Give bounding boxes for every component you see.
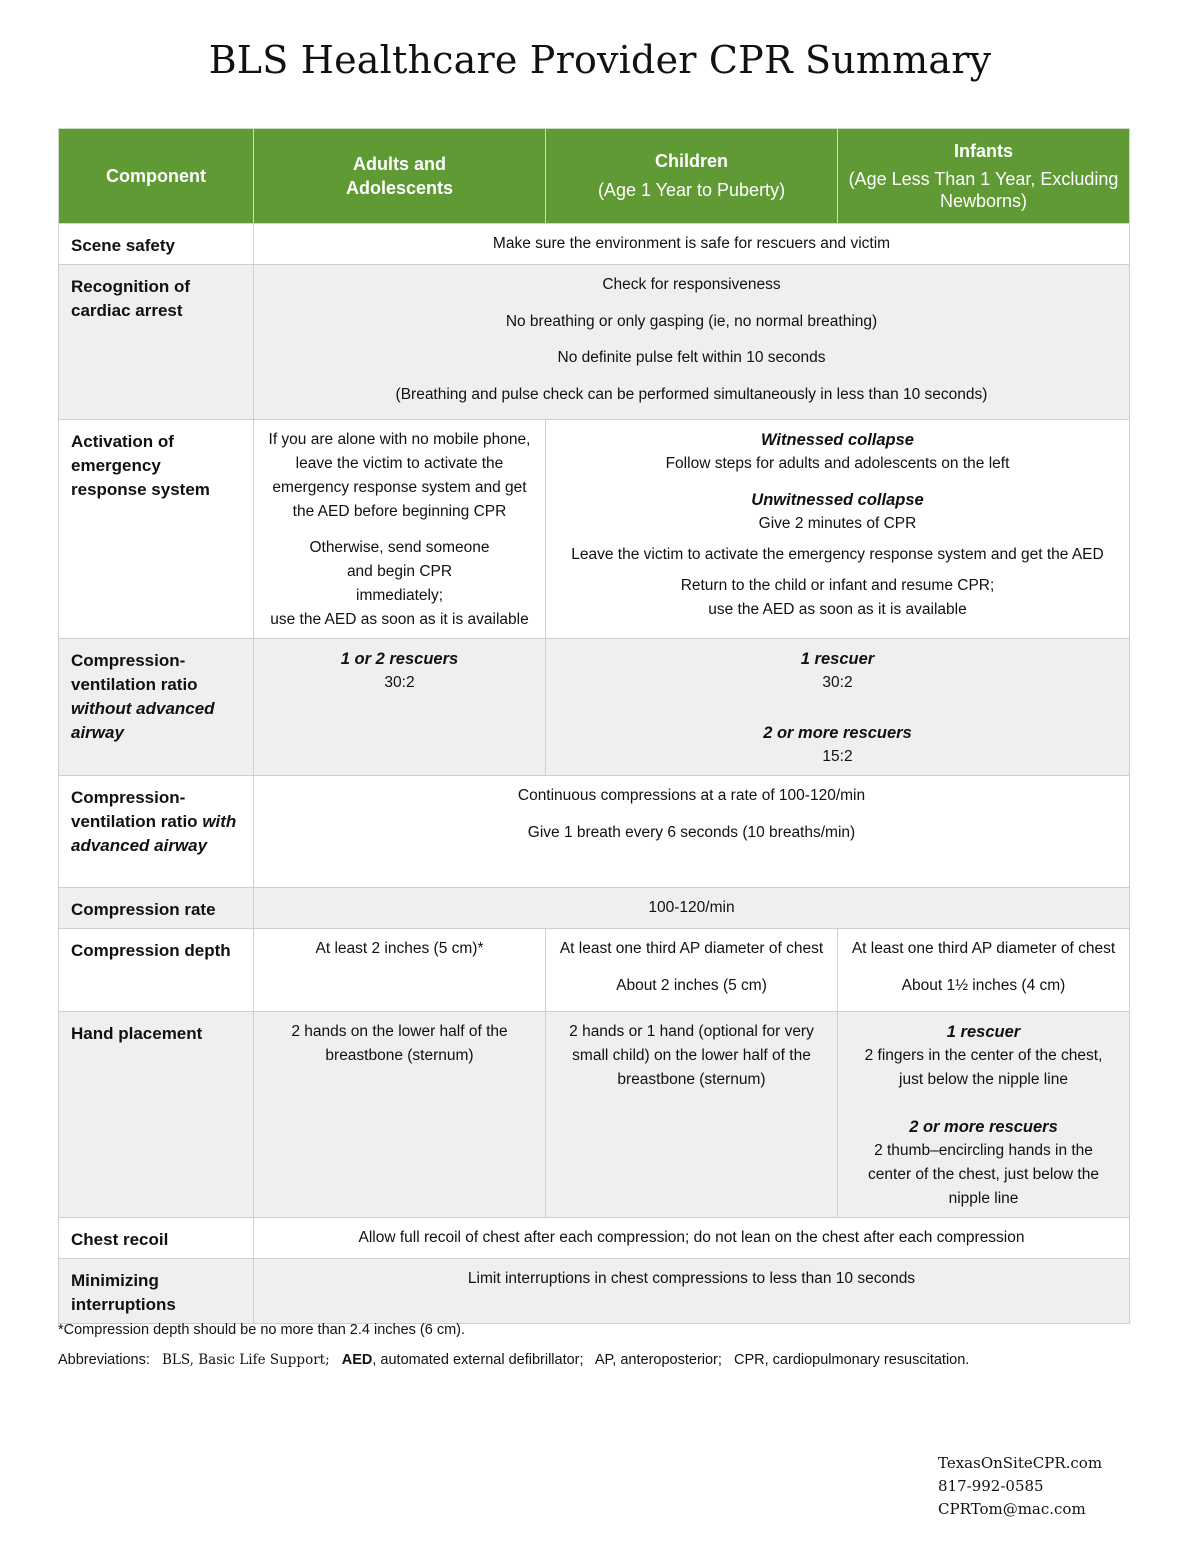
abbreviation-aed-term: AED: [341, 1352, 373, 1368]
activation-adults-text: use the AED as soon as it is available: [270, 611, 529, 629]
header-children: Children (Age 1 Year to Puberty): [546, 129, 838, 224]
depth-text: About 1½ inches (4 cm): [901, 976, 1066, 994]
depth-infants-cell: [838, 929, 1130, 1011]
row-label-text: Compression-ventilation ratio: [71, 651, 198, 695]
activation-children-infants-cell: [546, 420, 1130, 639]
row-label-text: Compression-ventilation ratio: [71, 788, 198, 832]
row-recognition: [59, 265, 1130, 420]
rescuers-heading: 1 or 2 rescuers: [340, 650, 459, 669]
ratio-value: 30:2: [822, 674, 853, 692]
ratio-with-line: Give 1 breath every 6 seconds (10 breaths/min): [527, 823, 856, 841]
hand-infants-cell: [838, 1011, 1130, 1217]
hand-text: 2 fingers in the center of the chest, just below the nipple line: [864, 1046, 1103, 1088]
ratio-value: 15:2: [822, 748, 853, 766]
hand-adults-cell: [254, 1011, 546, 1217]
recognition-line: (Breathing and pulse check can be performed simultaneously in less than 10 seconds): [395, 385, 988, 403]
chest-recoil-cell: Allow full recoil of chest after each compression; do not lean on the chest after each compression: [254, 1217, 1130, 1258]
witnessed-collapse-text: Follow steps for adults and adolescents on the left: [665, 455, 1010, 473]
abbreviations-lead: Abbreviations:: [58, 1352, 150, 1368]
rescuers-heading: 1 rescuer: [946, 1022, 1021, 1041]
header-component: Component: [59, 129, 254, 224]
row-label: [59, 776, 254, 888]
header-infants: Infants (Age Less Than 1 Year, Excluding Newborns): [838, 129, 1130, 224]
abbreviation-ap: AP, anteroposterior;: [594, 1352, 722, 1368]
recognition-cell: [254, 265, 1130, 420]
activation-adults-text: If you are alone with no mobile phone, leave the victim to activate the emergency response system and get the AED before beginning CPR: [268, 431, 531, 521]
activation-return-text: use the AED as soon as it is available: [708, 601, 967, 619]
row-label: Recognition of cardiac arrest: [59, 265, 254, 420]
row-ratio-without-airway: [59, 639, 1130, 776]
hand-text: 2 hands or 1 hand (optional for very small child) on the lower half of the breastbone (sternum): [569, 1022, 814, 1088]
activation-leave-text: Leave the victim to activate the emergency response system and get the AED: [571, 546, 1104, 564]
ratio-without-children-infants-cell: [546, 639, 1130, 776]
header-infants-sub: (Age Less Than 1 Year, Excluding Newborns): [848, 168, 1119, 211]
interruptions-cell: Limit interruptions in chest compressions to less than 10 seconds: [254, 1258, 1130, 1323]
row-label-italic: with advanced airway: [71, 812, 237, 856]
abbreviation-aed-definition: , automated external defibrillator;: [372, 1352, 584, 1368]
header-children-sub: (Age 1 Year to Puberty): [597, 180, 786, 200]
unwitnessed-collapse-heading: Unwitnessed collapse: [751, 491, 924, 510]
row-label: Scene safety: [59, 224, 254, 265]
contact-phone: 817-992-0585: [938, 1477, 1044, 1495]
activation-adults-cell: [254, 420, 546, 639]
depth-text: At least one third AP diameter of chest: [851, 940, 1116, 958]
rescuers-heading: 1 rescuer: [800, 650, 875, 669]
hand-text: 2 hands on the lower half of the breastbone (sternum): [291, 1022, 508, 1064]
row-compression-rate: [59, 888, 1130, 929]
row-activation: [59, 420, 1130, 639]
depth-text: About 2 inches (5 cm): [616, 976, 767, 994]
row-label: Chest recoil: [59, 1217, 254, 1258]
compression-rate-cell: 100-120/min: [254, 888, 1130, 929]
rescuers-heading: 2 or more rescuers: [909, 1117, 1058, 1136]
row-minimizing-interruptions: [59, 1258, 1130, 1323]
header-row: [59, 129, 1130, 224]
row-ratio-with-airway: [59, 776, 1130, 888]
row-label: Activation of emergency response system: [59, 420, 254, 639]
rescuers-heading: 2 or more rescuers: [763, 724, 912, 743]
abbreviations: [58, 1352, 969, 1368]
recognition-line: Check for responsiveness: [602, 276, 781, 293]
ratio-without-adults-cell: [254, 639, 546, 776]
ratio-with-line: Continuous compressions at a rate of 100-120/min: [517, 787, 866, 805]
row-label-italic: without advanced airway: [71, 699, 215, 743]
ratio-value: 30:2: [384, 674, 415, 692]
witnessed-collapse-heading: Witnessed collapse: [761, 431, 914, 450]
abbreviation-bls: BLS, Basic Life Support;: [161, 1352, 330, 1368]
unwitnessed-collapse-text: Give 2 minutes of CPR: [758, 515, 917, 533]
row-chest-recoil: [59, 1217, 1130, 1258]
row-label: Compression rate: [59, 888, 254, 929]
header-adults: Adults and Adolescents: [254, 129, 546, 224]
row-label: [59, 639, 254, 776]
hand-text: 2 thumb–encircling hands in the center of the chest, just below the nipple line: [868, 1141, 1099, 1207]
contact-website: TexasOnSiteCPR.com: [938, 1454, 1103, 1472]
row-label: Hand placement: [59, 1011, 254, 1217]
row-compression-depth: [59, 929, 1130, 1011]
contact-block: [938, 1452, 1102, 1521]
ratio-with-cell: [254, 776, 1130, 888]
depth-adults-cell: At least 2 inches (5 cm)*: [254, 929, 546, 1011]
hand-children-cell: [546, 1011, 838, 1217]
cpr-summary-table: [58, 128, 1130, 1324]
row-hand-placement: [59, 1011, 1130, 1217]
row-scene-safety: [59, 224, 1130, 265]
depth-children-cell: [546, 929, 838, 1011]
footnote: *Compression depth should be no more than 2.4 inches (6 cm).: [58, 1322, 466, 1338]
row-label: Minimizing interruptions: [59, 1258, 254, 1323]
page-title: BLS Healthcare Provider CPR Summary: [208, 38, 992, 82]
recognition-line: No breathing or only gasping (ie, no normal breathing): [505, 312, 878, 330]
abbreviation-cpr: CPR, cardiopulmonary resuscitation.: [734, 1352, 970, 1368]
scene-safety-cell: Make sure the environment is safe for rescuers and victim: [254, 224, 1130, 265]
row-label: Compression depth: [59, 929, 254, 1011]
contact-email: CPRTom@mac.com: [938, 1500, 1086, 1518]
activation-adults-text: Otherwise, send someone and begin CPR immediately;: [309, 539, 490, 605]
depth-text: At least one third AP diameter of chest: [559, 940, 824, 958]
recognition-line: No definite pulse felt within 10 seconds: [557, 349, 826, 367]
activation-return-text: Return to the child or infant and resume CPR;: [680, 577, 995, 595]
